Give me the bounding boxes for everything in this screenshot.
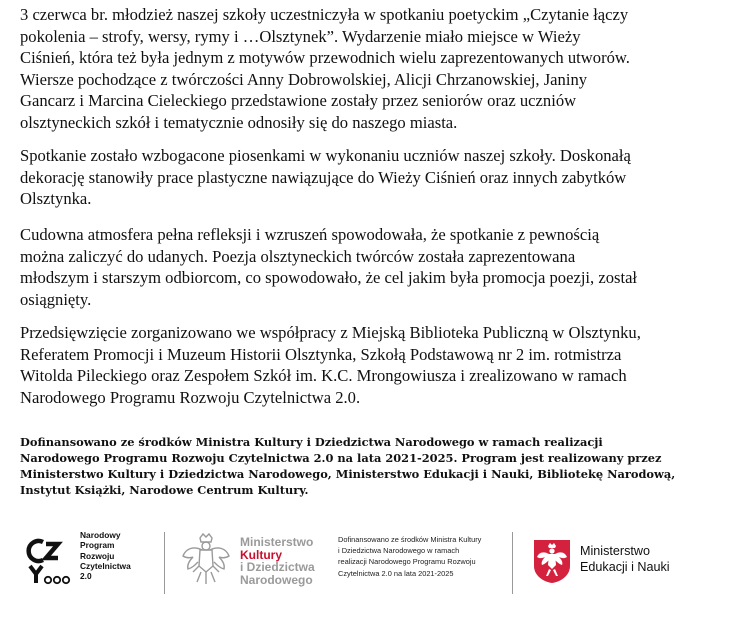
men-logo-text <box>580 544 710 575</box>
funding-note <box>20 434 720 498</box>
nprc-line: Czytelnictwa <box>80 560 131 571</box>
funding-line: Narodowego Programu Rozwoju Czytelnictwa 2.0 na lata 2021-2025. Program jest realizowany przez <box>20 451 662 465</box>
small-funding-note <box>338 534 508 579</box>
text-line: Wiersze pochodzące z twórczości Anny Dobrowolskiej, Alicji Chrzanowskiej, Janiny <box>20 69 588 89</box>
nprc-line: 2.0 <box>80 571 92 582</box>
polish-emblem-red-icon <box>532 538 572 584</box>
mkidn-line: i Dziedzictwa <box>240 560 315 575</box>
logo-divider <box>164 532 165 594</box>
nprc-line: Narodowy <box>80 530 121 540</box>
small-funding-line: i Dziedzictwa Narodowego w ramach <box>338 546 460 556</box>
mkidn-line: Kultury <box>240 547 282 562</box>
text-line: pokolenia – strofy, wersy, rymy i …Olsztynek”. Wydarzenie miało miejsce w Wieży <box>20 26 581 46</box>
text-line: Przedsięwzięcie zorganizowano we współpracy z Miejską Biblioteka Publiczną w Olsztynku, <box>20 323 641 342</box>
small-funding-line: Czytelnictwa 2.0 na lata 2021-2025 <box>338 568 454 578</box>
text-line: Spotkanie zostało wzbogacone piosenkami w wykonaniu uczniów naszej szkoły. Doskonałą <box>20 146 631 165</box>
funding-line: Ministerstwo Kultury i Dziedzictwa Narodowego, Ministerstwo Edukacji i Nauki, Bibliotekę Narodową, <box>20 467 676 481</box>
paragraph-2 <box>20 145 720 210</box>
men-line: Ministerstwo <box>580 544 650 558</box>
text-line: Referatem Promocji i Muzeum Historii Olsztynka, Szkołą Podstawową nr 2 im. rotmistrza <box>20 344 622 364</box>
small-funding-line: Dofinansowano ze środków Ministra Kultury <box>338 535 482 544</box>
men-line: Edukacji i Nauki <box>580 559 670 574</box>
text-line: olsztyneckich szkół i tematycznie odnosiły się do naszego miasta. <box>20 112 458 132</box>
text-line: Gancarz i Marcina Cieleckiego przedstawione zostały przez seniorów oraz uczniów <box>20 91 577 111</box>
logo-strip <box>0 528 729 600</box>
nprc-line: Program <box>80 540 115 551</box>
polish-eagle-gray-icon <box>180 532 232 590</box>
text-line: młodszym i starszym odbiorcom, co spowodowało, że cel jakim była promocja poezji, został <box>20 268 638 288</box>
text-line: dekorację stanowiły prace plastyczne nawiązujące do Wieży Ciśnień oraz innych zabytków <box>20 167 627 187</box>
mkidn-line: Ministerstwo <box>240 535 314 549</box>
text-line: osiągnięty. <box>20 289 92 309</box>
nprc-logo-icon <box>26 536 78 588</box>
nprc-logo-text <box>80 530 160 581</box>
paragraph-1 <box>20 4 720 134</box>
text-line: Narodowego Programu Rozwoju Czytelnictwa 2.0. <box>20 387 361 407</box>
text-line: Witolda Pileckiego oraz Zespołem Szkół im. K.C. Mrongowiusza i zrealizowano w ramach <box>20 366 627 386</box>
paragraph-4 <box>20 322 720 408</box>
logo-divider <box>512 532 513 594</box>
small-funding-line: realizacji Narodowego Programu Rozwoju <box>338 557 476 567</box>
text-line: Ciśnień, która też była jednym z motywów przewodnich wielu zaprezentowanych utworów. <box>20 48 630 68</box>
mkidn-logo-text <box>240 536 340 586</box>
mkidn-line: Narodowego <box>240 572 313 587</box>
text-line: 3 czerwca br. młodzież naszej szkoły uczestniczyła w spotkaniu poetyckim „Czytanie łączy <box>20 5 629 24</box>
nprc-line: Rozwoju <box>80 550 115 561</box>
text-line: Cudowna atmosfera pełna refleksji i wzruszeń spowodowała, że spotkanie z pewnością <box>20 225 600 244</box>
paragraph-3 <box>20 224 720 310</box>
funding-line: Dofinansowano ze środków Ministra Kultury i Dziedzictwa Narodowego w ramach realizacji <box>20 435 603 449</box>
funding-line: Instytut Książki, Narodowe Centrum Kultury. <box>20 483 309 497</box>
text-line: Olsztynka. <box>20 189 92 209</box>
text-line: można zaliczyć do udanych. Poezja olsztyneckich twórców została zaprezentowana <box>20 246 576 266</box>
